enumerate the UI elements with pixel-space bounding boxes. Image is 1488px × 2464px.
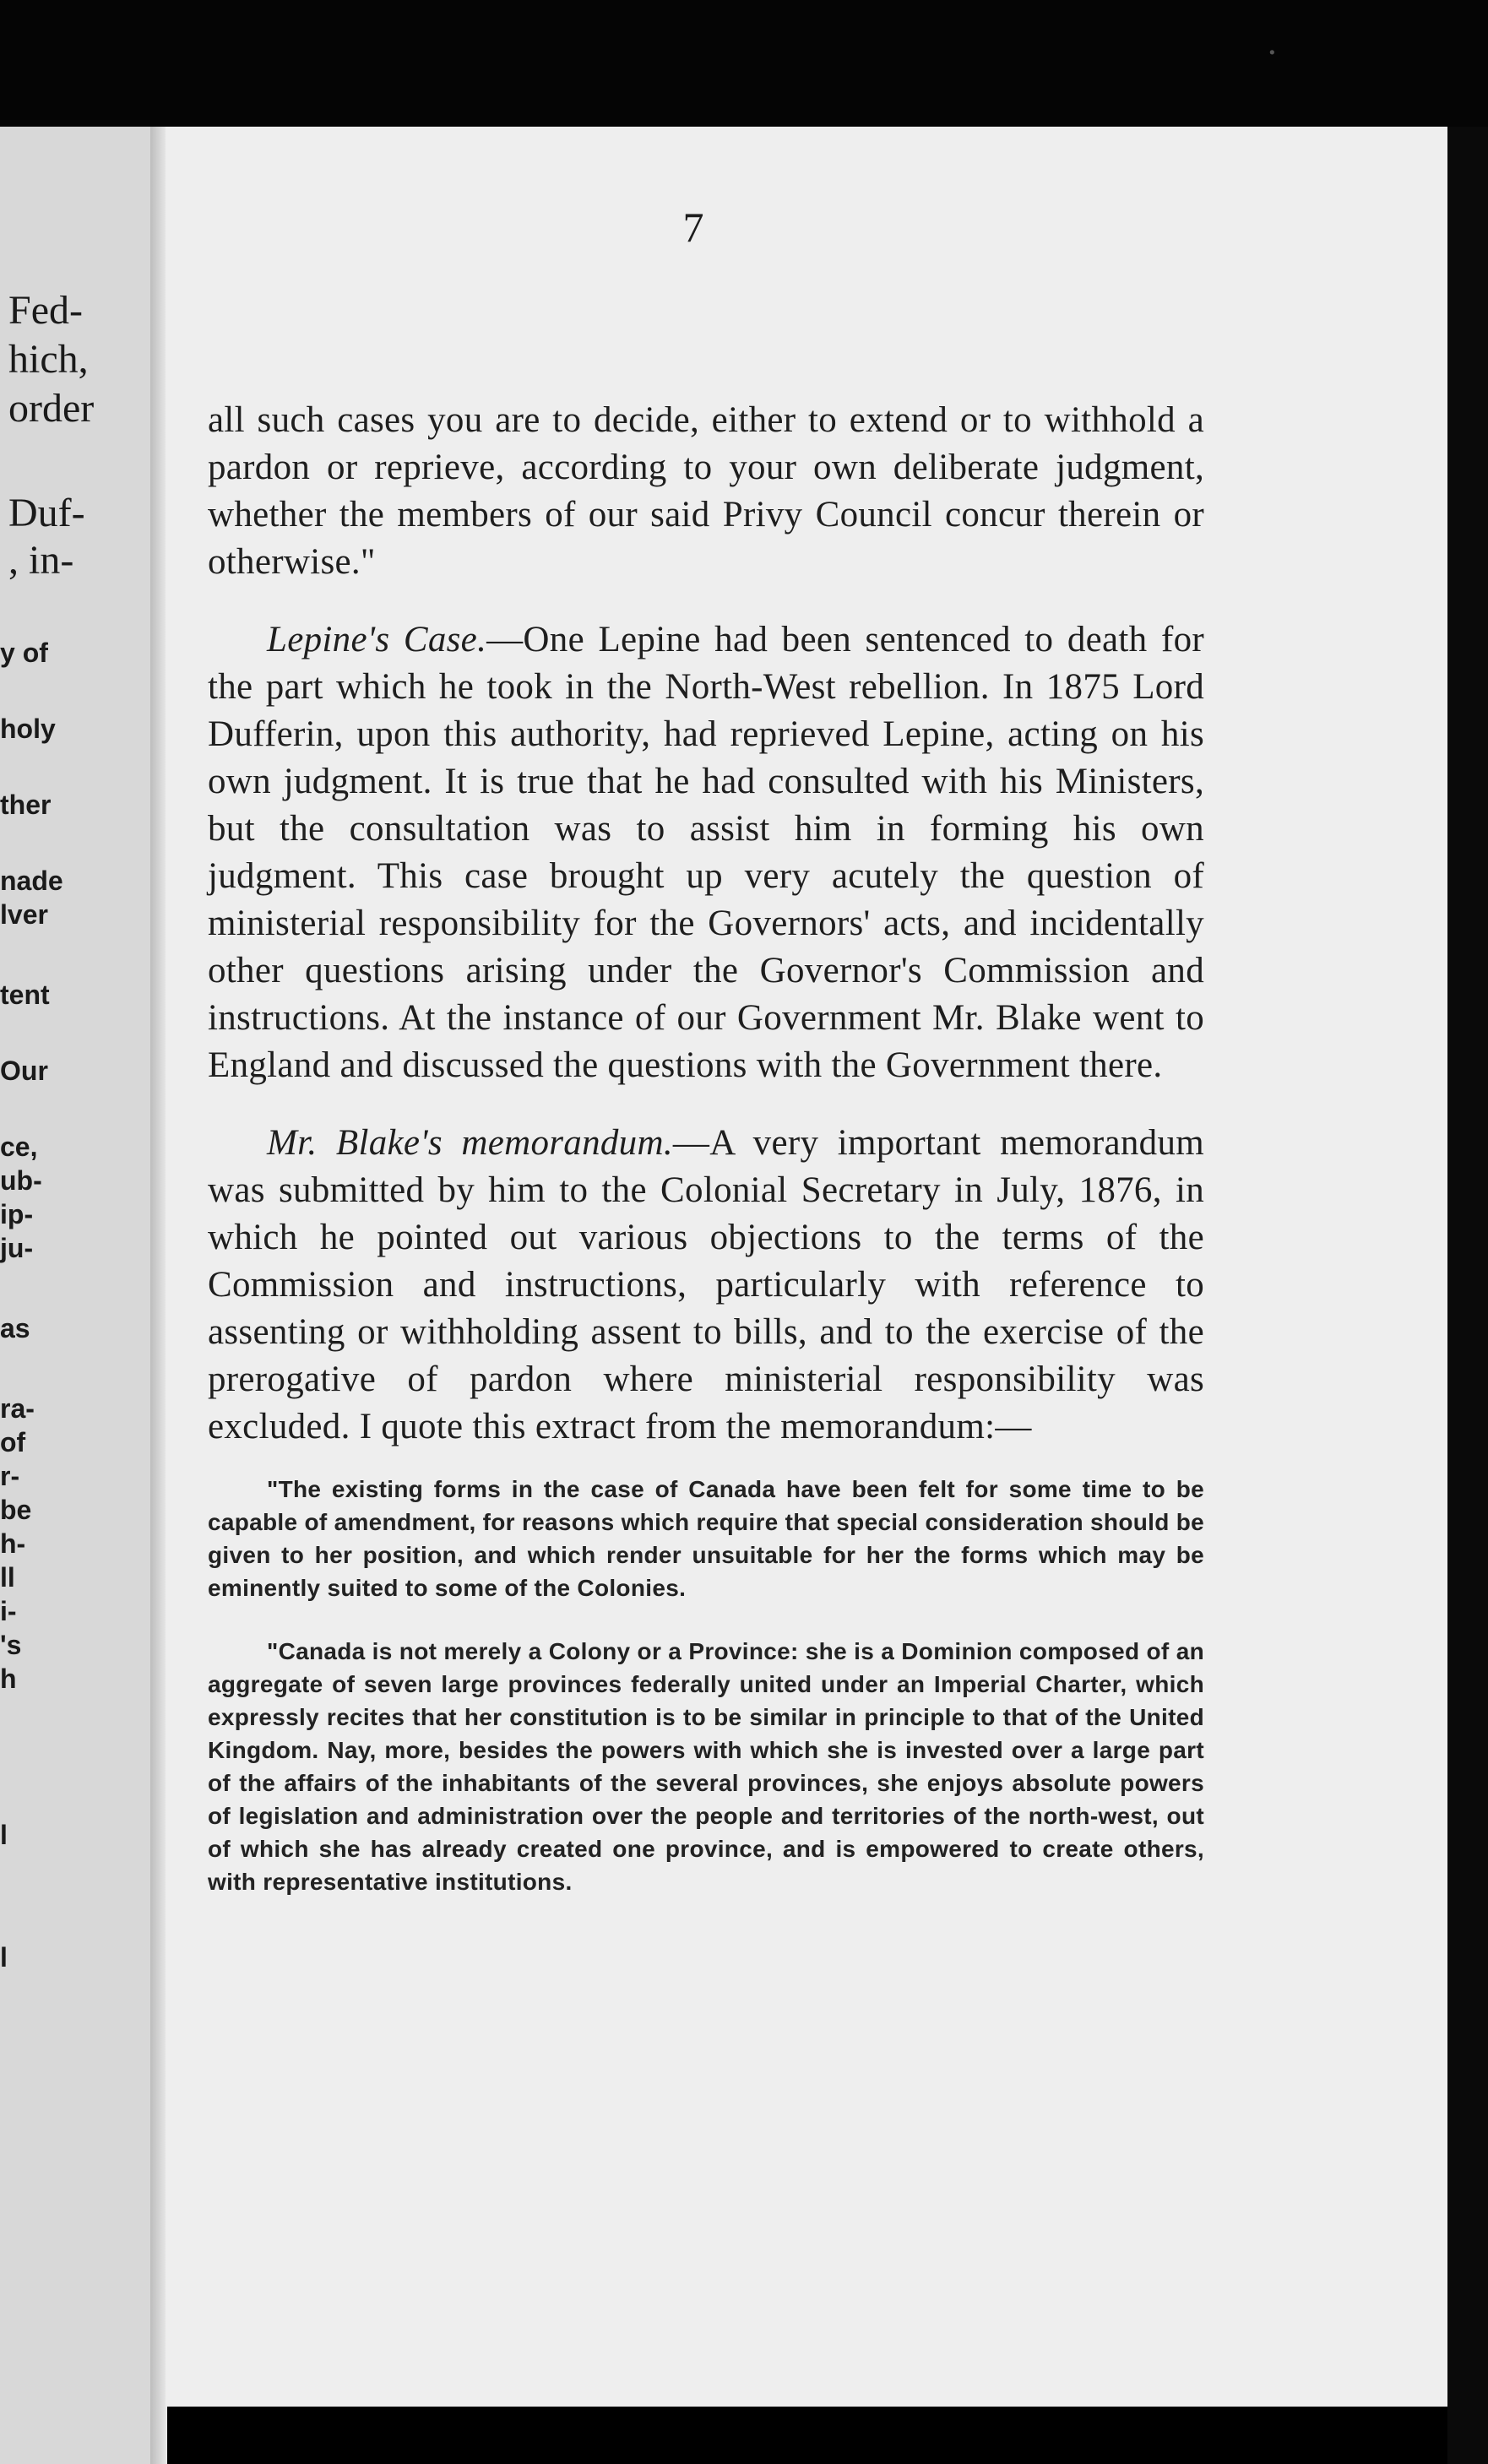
left-page-fragment: holy — [0, 714, 56, 744]
paragraph-continuation: all such cases you are to decide, either to extend or to withhold a pardon or reprieve, according to your own deliberate judgment, whether the members of our said Privy Council concur therein or otherwise." — [208, 400, 1204, 582]
left-page-text-fragments — [0, 127, 160, 2464]
left-page-fragment: hich, — [8, 337, 89, 382]
block-quote: "The existing forms in the case of Canada have been felt for some time to be capable of amendment, for reasons which require that special consideration should be given to her position, and which render unsuitable for her the forms which may be eminently suited to some of the Colonies. — [208, 1476, 1204, 1601]
left-page-fragment: l — [0, 1820, 8, 1850]
left-page-fragment: ll — [0, 1562, 15, 1593]
left-page-fragment: h — [0, 1663, 17, 1694]
left-page-fragment: , in- — [8, 538, 74, 583]
left-page-fragment: ip- — [0, 1199, 34, 1229]
left-page-fragment: as — [0, 1313, 30, 1343]
left-page-fragment: 's — [0, 1630, 22, 1660]
left-page-fragment: ther — [0, 790, 52, 820]
left-page-fragment: nade — [0, 866, 63, 896]
paragraph-blake-memorandum — [208, 1120, 1204, 1451]
left-page-fragment: r- — [0, 1461, 20, 1491]
left-page-fragment: ra- — [0, 1393, 35, 1424]
scan-background-right — [1447, 127, 1488, 2464]
paragraph-lepine-case — [208, 616, 1204, 1089]
left-page-fragment: Duf- — [8, 491, 85, 535]
left-page-fragment: l — [0, 1942, 8, 1973]
block-quote: "Canada is not merely a Colony or a Province: she is a Dominion composed of an aggregate of seven large provinces federally united under an Imperial Charter, which expressly recites that her constitution is to be similar in principle to that of the United Kingdom. Nay, more, besides the powers with which she is invested over a large part of the affairs of the inhabitants of the several provinces, she enjoys absolute powers of legislation and administration over the people and territories of the north-west, out of which she has already created one province, and is empowered to create others, with representative institutions. — [208, 1638, 1204, 1895]
left-page-fragment: ub- — [0, 1165, 42, 1196]
scan-speck: · — [1267, 34, 1278, 73]
paragraph-body: —A very important memorandum was submitted by him to the Colonial Secretary in July, 1876, in which he pointed out various objections to the terms of the Commission and instructions, particularly with reference to assenting or withholding assent to bills, and to the exercise of the prerogative of pardon where ministerial responsibility was excluded. I quote this extract from the memorandum:— — [208, 1123, 1204, 1446]
paragraph-heading: Mr. Blake's memorandum. — [267, 1123, 673, 1163]
left-page-fragment: Our — [0, 1056, 48, 1086]
left-page-fragment: lver — [0, 899, 48, 930]
left-page-fragment: order — [8, 386, 95, 431]
left-page-fragment: of — [0, 1427, 26, 1457]
left-page-fragment: i- — [0, 1596, 17, 1626]
left-page-fragment: be — [0, 1495, 32, 1525]
left-page-fragment: ju- — [0, 1233, 34, 1263]
left-page-fragment: ce, — [0, 1132, 38, 1162]
scan-background-top — [0, 0, 1488, 127]
left-page-fragment: y of — [0, 638, 48, 668]
paragraph-heading: Lepine's Case. — [267, 620, 487, 659]
left-page-fragment: tent — [0, 980, 50, 1010]
page-number: 7 — [682, 204, 704, 251]
paragraph-body: —One Lepine had been sentenced to death for the part which he took in the North-West rebellion. In 1875 Lord Dufferin, upon this authority, had reprieved Lepine, acting on his own judgment. It is true that he had consulted with his Ministers, but the consultation was to assist him in forming his own judgment. This case brought up very acutely the question of ministerial responsibility for the Governors' acts, and incidentally other questions arising under the Governor's Commission and instructions. At the instance of our Government Mr. Blake went to England and discussed the questions with the Government there. — [208, 620, 1204, 1085]
page-body — [208, 397, 1204, 1929]
left-page-fragment: Fed- — [8, 288, 83, 333]
left-page-fragment: h- — [0, 1528, 26, 1559]
left-page — [0, 127, 160, 2464]
page-gutter — [150, 127, 167, 2464]
